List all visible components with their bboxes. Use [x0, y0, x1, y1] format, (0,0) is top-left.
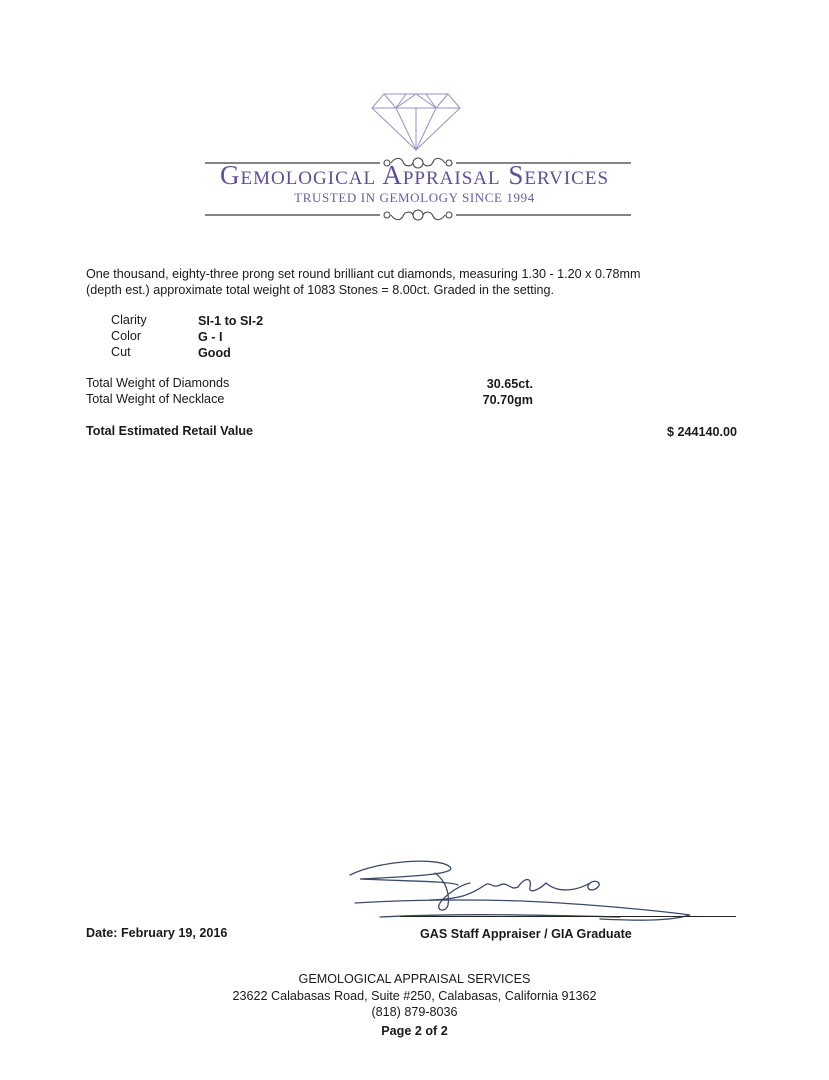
company-tagline: TRUSTED IN GEMOLOGY SINCE 1994 [294, 190, 535, 205]
appraisal-date: Date: February 19, 2016 [86, 926, 228, 940]
spec-value-clarity: SI-1 to SI-2 [198, 314, 264, 328]
spec-value-color: G - I [198, 330, 223, 344]
spec-value-cut: Good [198, 346, 231, 360]
item-description [86, 266, 736, 298]
ornament-divider-bottom [205, 207, 631, 223]
spec-label-cut: Cut [111, 345, 131, 359]
diamond-logo-icon [370, 90, 462, 152]
page-number: Page 2 of 2 [381, 1024, 448, 1038]
retail-value-label: Total Estimated Retail Value [86, 424, 254, 438]
total-weight-diamonds-value: 30.65ct. [486, 377, 533, 391]
description-line-2: (depth est.) approximate total weight of 1083 Stones = 8.00ct. Graded in the setting. [86, 283, 555, 297]
appraiser-signature [340, 855, 710, 930]
spec-label-clarity: Clarity [111, 313, 147, 327]
spec-label-color: Color [111, 329, 142, 343]
footer-company: GEMOLOGICAL APPRAISAL SERVICES [298, 972, 531, 986]
retail-value-amount: $ 244140.00 [666, 425, 737, 439]
appraiser-title: GAS Staff Appraiser / GIA Graduate [420, 927, 632, 941]
total-weight-necklace-value: 70.70gm [482, 393, 533, 407]
description-line-1: One thousand, eighty-three prong set round brilliant cut diamonds, measuring 1.30 - 1.20 x 0.78mm [86, 267, 641, 281]
footer-address: 23622 Calabasas Road, Suite #250, Calabasas, California 91362 [232, 989, 597, 1003]
company-logo-title: Gemological Appraisal Services [219, 160, 610, 190]
total-weight-diamonds-label: Total Weight of Diamonds [86, 376, 230, 390]
footer-phone: (818) 879-8036 [371, 1005, 458, 1019]
total-weight-necklace-label: Total Weight of Necklace [86, 392, 225, 406]
signature-line [400, 916, 736, 917]
